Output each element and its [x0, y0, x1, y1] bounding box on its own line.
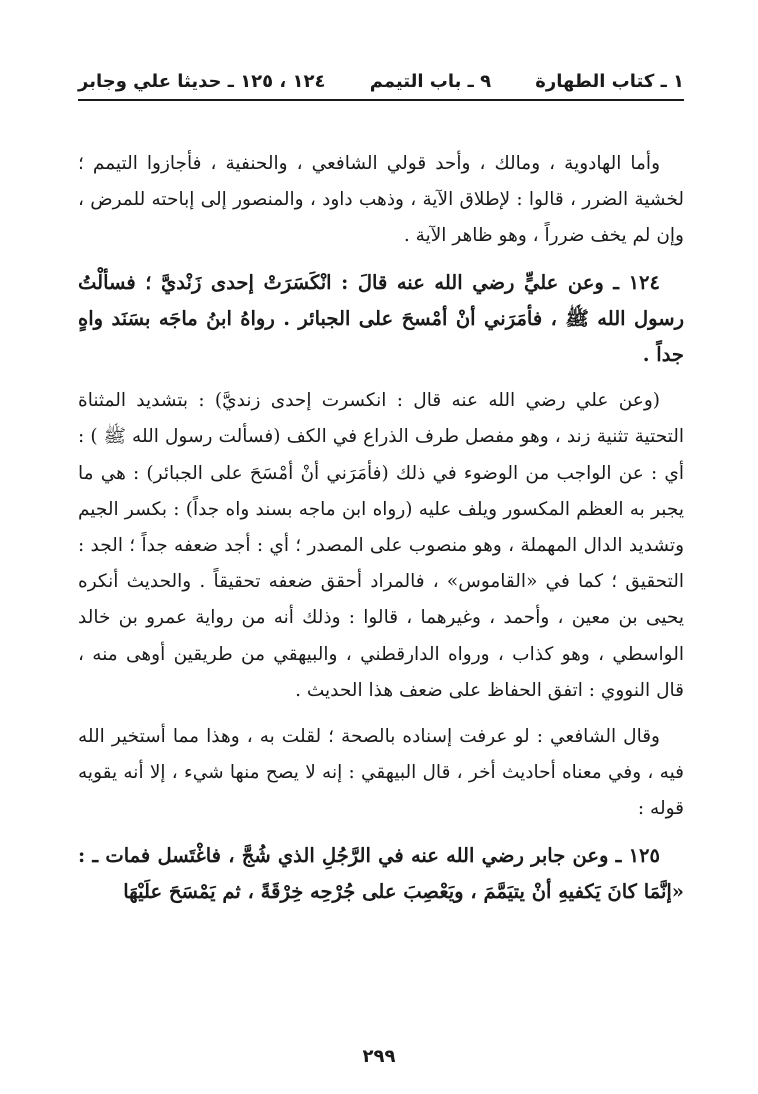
hadith-125: ١٢٥ ـ وعن جابر رضي الله عنه في الرَّجُلِ الذي شُجَّ ، فاغْتَسل فمات ـ : «إنَّمَا كانَ يَكفيهِ أنْ يتيَمَّمَ ، ويَعْصِبَ على جُرْحِه خِرْقَةً ، ثم يَمْسَحَ علَيْهَا [78, 843, 684, 903]
header-chapter: ١ ـ كتاب الطهارة [535, 70, 684, 92]
paragraph-shafii-remark: وقال الشافعي : لو عرفت إسناده بالصحة ؛ لقلت به ، وهذا مما أستخير الله فيه ، وفي معناه أحاديث أخر ، قال البيهقي : إنه لا يصح منها شيء ، إلا أنه يقويه قوله : [78, 726, 684, 820]
paragraph-commentary-124: (وعن علي رضي الله عنه قال : انكسرت إحدى زنديَّ) : بتشديد المثناة التحتية تثنية زند ، وهو مفصل طرف الذراع في الكف (فسألت رسول الله ﷺ ) : أي : عن الواجب من الوضوء في ذلك (فأمَرَني أنْ أمْسَحَ على الجبائر) : هي ما يجبر به العظم المكسور ويلف عليه (رواه ابن ماجه بسند واه جداً) : بكسر الجيم وتشديد الدال المهملة ، وهو منصوب على المصدر ؛ أي : أجد ضعفه جداً ؛ الجد : التحقيق ؛ كما في «القاموس» ، فالمراد أحقق ضعفه تحقيقاً . والحديث أنكره يحيى بن معين ، وأحمد ، وغيرهما ، قالوا : وذلك أنه من رواية عمرو بن خالد الواسطي ، وهو كذاب ، ورواه الدارقطني ، والبيهقي من طريقين أوهى منه ، قال النووي : اتفق الحفاظ على ضعف هذا الحديث . [78, 390, 684, 701]
running-header [78, 66, 684, 96]
paragraph-commentary-intro: وأما الهادوية ، ومالك ، وأحد قولي الشافعي ، والحنفية ، فأجازوا التيمم ؛ لخشية الضرر ، قالوا : لإطلاق الآية ، وذهب داود ، والمنصور إلى إباحته للمرض ، وإن لم يخف ضرراً ، وهو ظاهر الآية . [78, 153, 684, 247]
page-number: ٢٩٩ [362, 1046, 396, 1067]
page-body [78, 146, 684, 910]
header-section: ٩ ـ باب التيمم [369, 70, 492, 92]
hadith-124: ١٢٤ ـ وعن عليٍّ رضي الله عنه قالَ : انْكَسَرَتْ إحدى زَنْديَّ ؛ فسألْتُ رسول الله ﷺ ، فأمَرَني أنْ أمْسحَ على الجبائر . رواهُ ابنُ ماجَه بسَنَد واهٍ جداً . [78, 270, 684, 367]
header-hadith-refs: ١٢٤ ، ١٢٥ ـ حديثا علي وجابر [78, 70, 326, 92]
header-divider [78, 99, 684, 101]
